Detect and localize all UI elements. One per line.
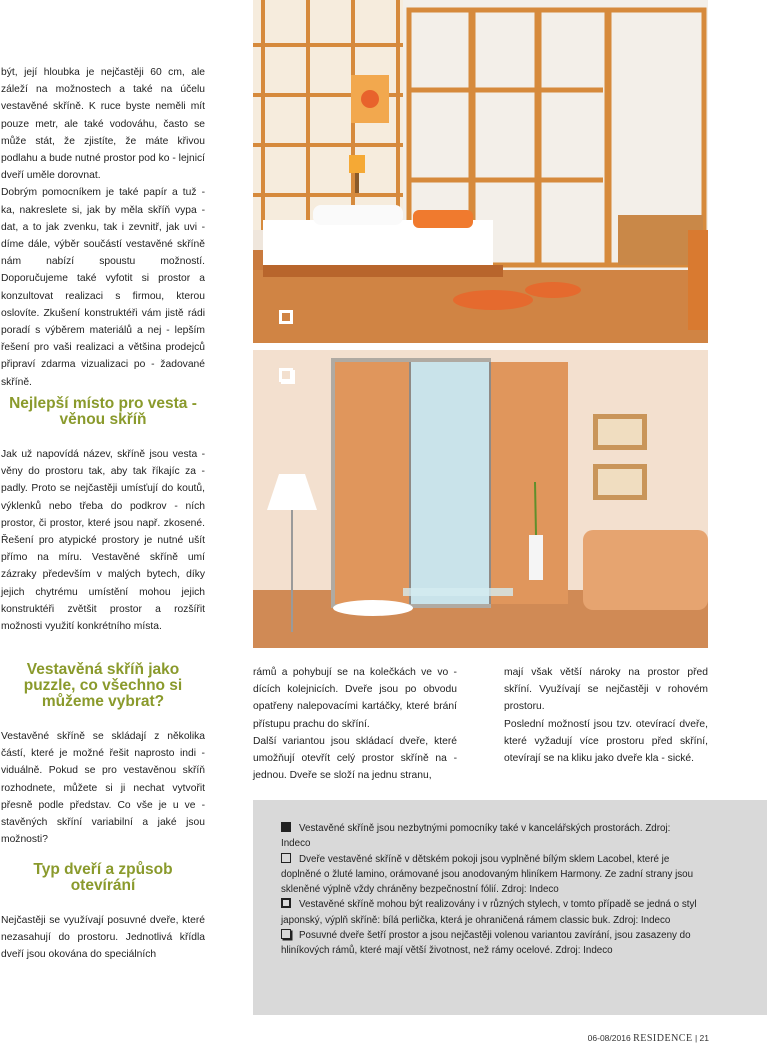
section-heading: Vestavěná skříň jako puzzle, co všechno si můžeme vybrat?: [23, 661, 183, 710]
paragraph: Vestavěné skříně se skládají z několika částí, které je možné řešit naprosto indi - viduálně. Pokud se pro vestavěnou skříň rozhodnete, můžete si ji nechat vytvořit přesně podle představ. Co vše je u ve - stavěných skříní variabilní a jaké jsou možnosti?: [1, 731, 205, 846]
bold-square-icon: [281, 898, 291, 908]
right-text-column: [504, 664, 708, 767]
caption-item: [281, 852, 697, 898]
footer-separator: |: [694, 1033, 698, 1043]
paragraph: Další variantou jsou skládací dveře, které umožňují otevřít celý prostor skříně na - jednou. Dveře se složí na jednu stranu,: [253, 735, 457, 782]
page-footer: [588, 1033, 709, 1044]
bedroom-photo: [253, 0, 708, 343]
section-heading: Typ dveří a způsob otevírání: [33, 861, 173, 894]
middle-text-column: [253, 664, 457, 784]
paragraph: rámů a pohybují se na kolečkách ve vo - dících kolejnicích. Dveře jsou po obvodu opatřeny nalepovacími kartáčky, které brání přístupu prachu do skříní.: [253, 667, 457, 730]
left-text-column: [1, 64, 205, 391]
caption-box: [253, 800, 767, 1015]
living-room-photo: [253, 350, 708, 648]
paragraph: Jak už napovídá název, skříně jsou vesta - věny do prostoru tak, aby tak říkajíc za - padly. Proto se nejčastěji umísťují do koutů, výklenků nebo třeba do podkrov - ních prostor, či prostor, které jsou např. zkosené. Řešení pro atypické prostory je nutné ušít přímo na míru. Vestavěné skříně umí zázraky především v malých bytech, díky jejich chytrému umístění mohou jejich konstruktéři zvětšit prostor a rozšířit možnosti využití konkrétního místa.: [1, 449, 205, 633]
caption-text: Posuvné dveře šetří prostor a jsou nejčastěji volenou variantou zavírání, jsou zasazeny do hliníkových rámů, které mají větší životnost, než rámy ocelové. Zdroj: Indeco: [281, 930, 691, 957]
magazine-brand: RESIDENCE: [633, 1033, 693, 1044]
issue-date: 06-08/2016: [587, 1033, 631, 1043]
caption-list: [281, 821, 697, 959]
left-text-column-4: [1, 912, 205, 964]
filled-square-icon: [281, 822, 291, 832]
caption-item: [281, 897, 697, 928]
photo-marker-icon: [279, 310, 293, 324]
paragraph: Poslední možností jsou tzv. otevírací dveře, které vyžadují více prostoru před skříní, otevírají se na kliku jako dveře kla - sické.: [504, 718, 708, 765]
paragraph: Dobrým pomocníkem je také papír a tuž - ka, nakreslete si, jak by měla skříň vypa - dat, a to jak zvenku, tak i zevnitř, jak uvi - díme dále, výběr součástí vestavěné skříně nám nabízí spoustu možností. Doporučujeme také vyfotit si prostor a konzultovat realizaci s firmou, kterou oslovíte. Zkušení konstruktéři vám jistě rádi poradí s výběrem materiálů a nej - lepším řešení pro vaši realizaci a většina prodejců připraví zdarma vizualizaci po - žadované skříně.: [1, 187, 205, 388]
paragraph: mají však větší nároky na prostor před skříní. Využívají se nejčastěji v rohovém prostoru.: [504, 667, 708, 713]
left-text-column-3: [1, 728, 205, 848]
paragraph: být, její hloubka je nejčastěji 60 cm, ale záleží na možnostech a také na účelu vestavěné skříně. K ruce byste neměli mít pouze metr, ale také vodováhu, často se může stát, že zjistíte, že máte křivou podlahu a bude nutné prostor pod ko - lejnicí dveří uměle dorovnat.: [1, 67, 205, 182]
caption-text: Vestavěné skříně mohou být realizovány i v různých stylech, v tomto případě se jedná o styl japonský, výplň skříně: bílá perlička, která je ohraničená rámem classic buk. Zdroj: Indeco: [281, 899, 697, 926]
photo-marker-icon: [279, 368, 293, 382]
hollow-square-icon: [281, 853, 291, 863]
left-text-column-2: [1, 446, 205, 635]
page-number: 21: [699, 1033, 709, 1043]
paragraph: Nejčastěji se využívají posuvné dveře, které nezasahují do prostoru. Jednotlivá křídla dveří jsou okována do speciálních: [1, 915, 205, 961]
caption-text: Vestavěné skříně jsou nezbytnými pomocníky také v kancelářských prostorách. Zdroj: Indeco: [281, 823, 671, 850]
section-heading: Nejlepší místo pro vesta - věnou skříň: [9, 395, 197, 428]
caption-text: Dveře vestavěné skříně v dětském pokoji jsou vyplněné bílým sklem Lacobel, které je doplněné o žluté lamino, orámované jsou anodovaným hliníkem Harmony. Ze zadní strany jsou skleněné výplně vždy chráněny bezpečnostní fólií. Zdroj: Indeco: [281, 853, 694, 896]
caption-item: [281, 928, 697, 959]
caption-item: [281, 821, 697, 852]
shadow-square-icon: [281, 929, 291, 939]
